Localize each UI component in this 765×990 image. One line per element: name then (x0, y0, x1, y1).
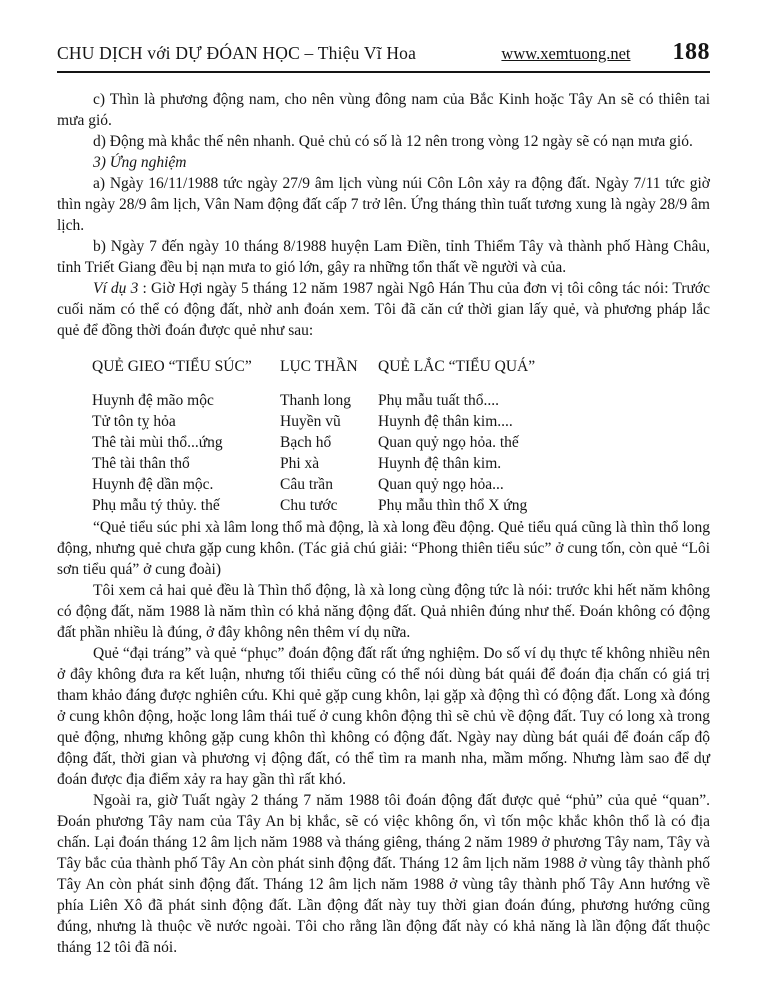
paragraph (57, 236, 710, 278)
paragraph-text: a) Ngày 16/11/1988 tức ngày 27/9 âm lịch vùng núi Côn Lôn xảy ra động đất. Ngày 7/11 tức giờ thìn ngày 28/9 âm lịch, Vân Nam động đất cấp 7 trở lên. Ứng tháng thìn tuất tương xung là ngày 28/9 âm lịch. (57, 175, 710, 234)
table-cell: Quan quỷ ngọ hỏa. thế (378, 434, 519, 451)
table-cell: Huynh đệ dần mộc. (92, 476, 214, 493)
table-row (92, 474, 710, 495)
table-cell: Phụ mẫu thìn thổ X ứng (378, 497, 528, 514)
table-cell: Quan quỷ ngọ hỏa... (378, 476, 504, 493)
paragraph (57, 517, 710, 580)
table-row (92, 411, 710, 432)
table-column-header: QUẺ GIEO “TIỂU SÚC” (92, 358, 252, 375)
table-row (92, 495, 710, 516)
table-header-row (92, 356, 710, 377)
table-cell: Phi xà (280, 455, 320, 472)
paragraph-text: c) Thìn là phương động nam, cho nên vùng đông nam của Bắc Kinh hoặc Tây An sẽ có thiên tai mưa gió. (57, 91, 710, 129)
table-cell: Huynh đệ thân kim. (378, 455, 502, 472)
table-cell: Chu tước (280, 497, 338, 514)
paragraph-text: Ngoài ra, giờ Tuất ngày 2 tháng 7 năm 1988 tôi đoán động đất được quẻ “phủ” của quẻ “quan”. Đoán phương Tây nam của Tây An bị khắc, sẽ có việc không ổn, vì tốn mộc khắc khôn thổ là có địa chấn. Lại đoán tháng 12 âm lịch năm 1988 và tháng giêng, tháng 2 năm 1989 ở phương Tây nam, Tây và Tây bắc của thành phố Tây An còn phát sinh động đất. Tháng 12 âm lịch năm 1988 ở vùng tây thành phố Tây An còn phát sinh động đất. Tháng 12 âm lịch năm 1988 ở vùng tây thành phố Tây Ann hướng về phía Liên Xô đã phát sinh động đất. Lần động đất này tuy thời gian đoán đúng, phương hướng cũng đúng, nhưng là thuộc về nước ngoài. Tôi cho rằng lần động đất này có khả năng là lần động đất thuộc tháng 12 tôi đã nói. (57, 792, 710, 956)
page-content (57, 89, 710, 958)
paragraph-text: Quẻ “đại tráng” và quẻ “phục” đoán động đất rất ứng nghiệm. Do số ví dụ thực tế không nhiều nên ở đây không đưa ra kết luận, nhưng tối thiểu cũng có thể nói dùng bát quái để đoán địa chấn có giá trị tham khảo đáng được nghiên cứu. Khi quẻ gặp cung khôn, lại gặp xà động thì có động đất. Long xà đóng ở cung khôn động, hoặc long lâm thái tuế ở cung khôn động thì sẽ chủ về động đất. Tuy có long xà trong quẻ động, nhưng không gặp cung khôn thì không có động đất. Ngày nay dùng bát quái để đoán cấp độ động đất, thời gian và phương vị động đất, có thể tìm ra manh nha, mầm mống. Nhưng làm sao để dự đoán được địa điểm xảy ra hay gần thì rất khó. (57, 645, 710, 788)
table-row (92, 390, 710, 411)
paragraph (57, 580, 710, 643)
paragraph (57, 643, 710, 790)
paragraph (57, 89, 710, 131)
table-column-header: QUẺ LẮC “TIỂU QUÁ” (378, 358, 536, 375)
hexagram-table (57, 356, 710, 516)
table-column-header: LỤC THẦN (280, 358, 358, 375)
paragraph-section-heading (57, 152, 710, 173)
paragraph-lead: Ví dụ 3 (93, 280, 139, 297)
paragraph-example (57, 278, 710, 341)
paragraph-lead: 3) Ứng nghiệm (93, 154, 187, 171)
book-title: CHU DỊCH với DỰ ĐÓAN HỌC – Thiệu Vĩ Hoa (57, 43, 417, 63)
table-cell: Huyền vũ (280, 413, 341, 430)
page-number: 188 (672, 39, 710, 65)
table-cell: Huynh đệ thân kim.... (378, 413, 513, 430)
paragraph-text: Tôi xem cả hai quẻ đều là Thìn thổ động, là xà long cùng động tức là nói: trước khi hết năm không có động đất, năm 1988 là năm thìn có khả năng động đất. Quả nhiên đúng như thế. Đoán không có động đất phần nhiều là đúng, ở đây không nên thêm ví dụ nữa. (57, 582, 710, 641)
paragraph (57, 173, 710, 236)
table-cell: Phụ mẫu tuất thổ.... (378, 392, 499, 409)
paragraph-text: d) Động mà khắc thế nên nhanh. Quẻ chủ có số là 12 nên trong vòng 12 ngày sẽ có nạn mưa gió. (93, 133, 693, 150)
table-cell: Thê tài thân thổ (92, 455, 190, 472)
table-row (92, 432, 710, 453)
table-cell: Huynh đệ mão mộc (92, 392, 214, 409)
paragraph (57, 131, 710, 152)
website-link[interactable]: www.xemtuong.net (501, 44, 631, 63)
table-cell: Câu trần (280, 476, 333, 493)
paragraph (57, 790, 710, 958)
table-cell: Thanh long (280, 392, 352, 409)
paragraph-text: “Quẻ tiểu súc phi xà lâm long thổ mà động, là xà long đều động. Quẻ tiểu quá cũng là thìn thổ long động, nhưng quẻ chưa gặp cung khôn. (Tác giả chú giải: “Phong thiên tiểu súc” ở cung tốn, còn quẻ “Lôi sơn tiểu quá” ở cung đoài) (57, 519, 710, 578)
table-cell: Bạch hổ (280, 434, 332, 451)
paragraph-text: : Giờ Hợi ngày 5 tháng 12 năm 1987 ngài Ngô Hán Thu của đơn vị tôi công tác nói: Trước cuối năm có thể có động đất, nhờ anh đoán xem. Tôi đã căn cứ thời gian lấy quẻ, và phương pháp lắc quẻ để đồng thời đoán được quẻ như sau: (57, 280, 710, 339)
table-cell: Tử tôn tỵ hỏa (92, 413, 176, 430)
page-header (57, 40, 710, 73)
table-row (92, 453, 710, 474)
paragraph-text: b) Ngày 7 đến ngày 10 tháng 8/1988 huyện Lam Điền, tỉnh Thiểm Tây và thành phố Hàng Châu, tỉnh Triết Giang đều bị nạn mưa to gió lớn, gây ra những tổn thất về người và của. (57, 238, 710, 276)
table-cell: Phụ mẫu tý thủy. thế (92, 497, 220, 514)
table-cell: Thê tài mùi thổ...ứng (92, 434, 223, 451)
